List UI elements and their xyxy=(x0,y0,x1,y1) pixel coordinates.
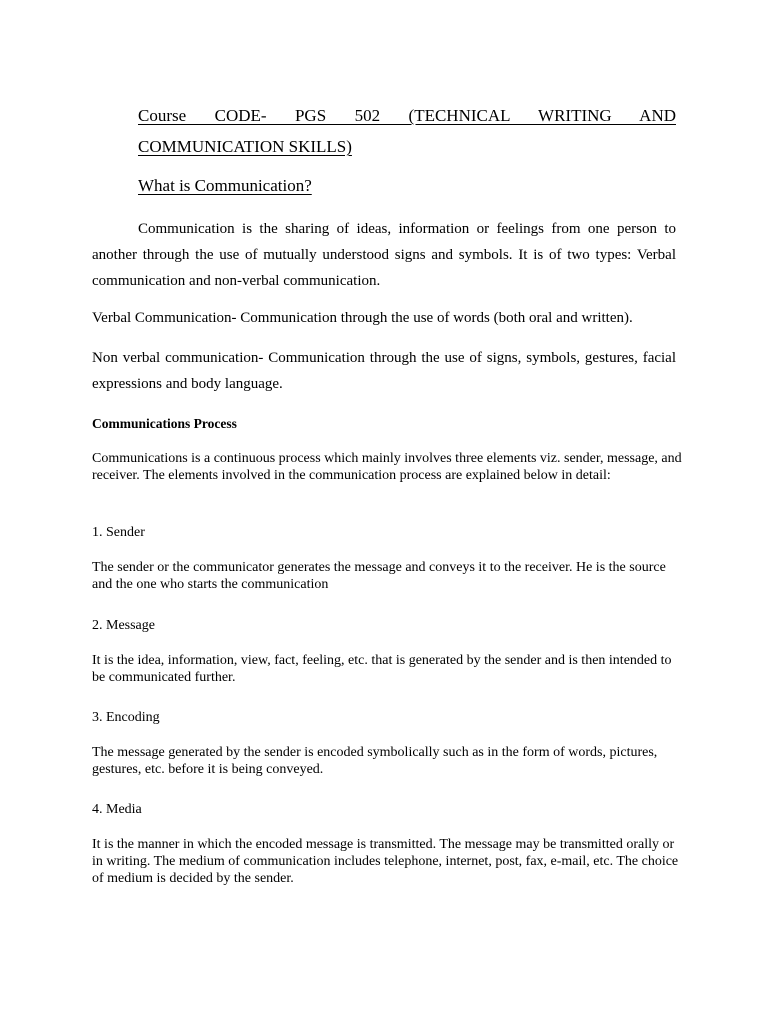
intro-paragraph: Communication is the sharing of ideas, information or feelings from one person to another through the use of mutually understood signs and symbols. It is of two types: Verbal communication and non-verbal communication. xyxy=(92,221,676,289)
process-intro-paragraph: Communications is a continuous process which mainly involves three elements viz. sender, message, and receiver. The elements involved in the communication process are explained below in detail: xyxy=(92,451,682,483)
message-paragraph: It is the idea, information, view, fact, feeling, etc. that is generated by the sender and is then intended to be communicated further. xyxy=(92,653,672,685)
verbal-communication-paragraph: Verbal Communication- Communication through the use of words (both oral and written). xyxy=(92,310,633,326)
media-heading: 4. Media xyxy=(92,802,142,817)
encoding-heading: 3. Encoding xyxy=(92,710,160,725)
sender-paragraph: The sender or the communicator generates the message and conveys it to the receiver. He is the source and the one who starts the communication xyxy=(92,560,666,592)
sender-heading: 1. Sender xyxy=(92,525,145,540)
course-title: Course CODE- PGS 502 (TECHNICAL WRITING AND COMMUNICATION SKILLS) xyxy=(138,106,676,156)
message-heading: 2. Message xyxy=(92,618,155,633)
encoding-paragraph: The message generated by the sender is encoded symbolically such as in the form of words, pictures, gestures, etc. before it is being conveyed. xyxy=(92,745,658,777)
communications-process-heading: Communications Process xyxy=(92,416,237,431)
media-paragraph: It is the manner in which the encoded message is transmitted. The message may be transmitted orally or in writing. The medium of communication includes telephone, internet, post, fax, e-mail, etc. The choice of medium is decided by the sender. xyxy=(92,837,679,886)
nonverbal-communication-paragraph: Non verbal communication- Communication through the use of signs, symbols, gestures, facial expressions and body language. xyxy=(92,350,676,392)
what-is-communication-heading: What is Communication? xyxy=(138,176,312,195)
